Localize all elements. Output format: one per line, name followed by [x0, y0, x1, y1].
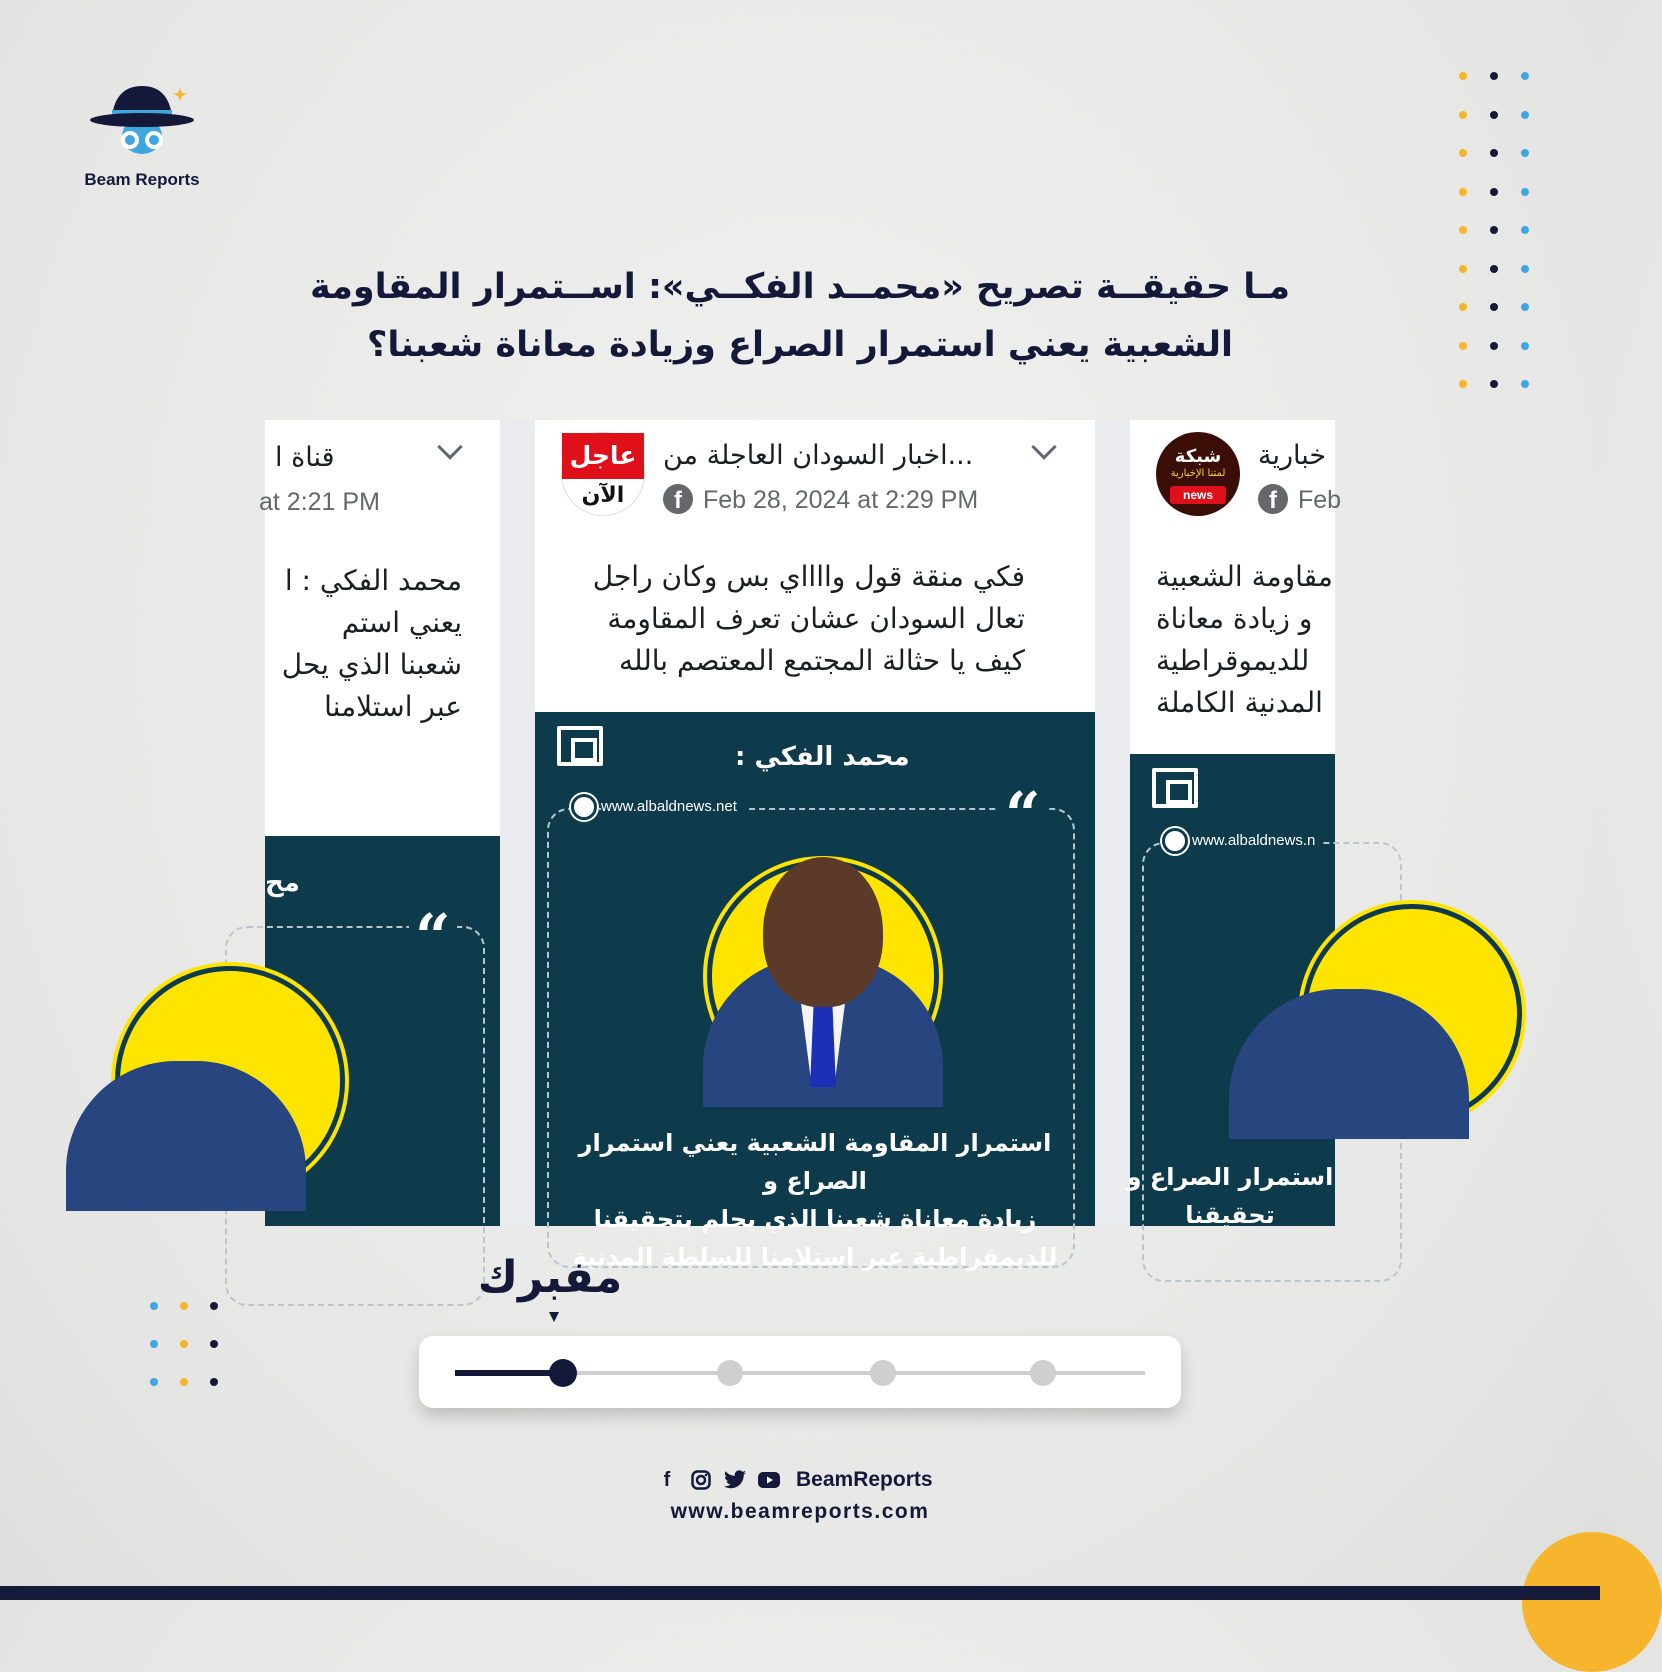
post-page-name[interactable]: ...اخبار السودان العاجلة من: [663, 440, 974, 471]
media-caption: استمرار الصراع و تحقيقنا: [1126, 1163, 1334, 1229]
post-text: فكي منقة قول وااااي بس وكان راجل تعال السودان عشان تعرف المقاومة كيف يا حثالة المجتمع المعتصم بالله: [592, 560, 1025, 677]
post-text: مقاومة الشعبية و زيادة معاناة للديموقراطية المدنية الكاملة: [1156, 560, 1333, 719]
post-media: [535, 712, 1095, 1271]
arrow-down-icon: [549, 1312, 559, 1322]
post-media: [1126, 754, 1335, 1229]
spy-hat-icon: [72, 78, 212, 170]
verdict-label: مفبرك: [477, 1252, 623, 1303]
globe-icon: [1162, 828, 1188, 854]
avatar-label-3: news: [1170, 486, 1226, 504]
title-line-2: الشعبية يعني استمرار الصراع وزيادة معاناة شعبنا؟: [367, 325, 1233, 365]
instagram-icon[interactable]: [690, 1469, 712, 1491]
speaker-portrait: [115, 966, 345, 1196]
avatar-label-2: لمتنا الإخبارية: [1170, 468, 1226, 479]
chevron-down-icon[interactable]: [437, 434, 462, 459]
media-website: www.albaldnews.net: [601, 798, 745, 815]
avatar-label-top: عاجل: [562, 433, 644, 479]
post-page-name[interactable]: خبارية: [1258, 440, 1327, 471]
page-avatar[interactable]: [561, 432, 645, 516]
speaker-portrait: [1302, 904, 1522, 1124]
post-date: at 2:21 PM: [259, 488, 380, 516]
post-page-name: قناة ا: [275, 442, 335, 473]
brand-name: Beam Reports: [84, 170, 200, 189]
post-text: محمد الفكي : ا يعني استم شعبنا الذي يحل عبر استلامنا: [281, 564, 462, 723]
globe-icon: [571, 794, 597, 820]
verdict-scale: [419, 1336, 1181, 1408]
title-line-1: مـا حقيقــة تصريح «محمــد الفكــي»: اســتمرار المقاومة: [309, 267, 1291, 307]
social-links: [656, 1467, 933, 1493]
quote-icon: “: [409, 906, 457, 968]
website-link[interactable]: www.beamreports.com: [670, 1500, 930, 1523]
post-screenshots-collage: [259, 420, 1342, 1271]
decorative-dot-grid: [150, 1302, 240, 1416]
scale-step: [717, 1360, 743, 1386]
quote-icon: “: [997, 784, 1049, 846]
chevron-down-icon[interactable]: [1031, 434, 1056, 459]
social-handle[interactable]: BeamReports: [796, 1468, 933, 1491]
facebook-post-middle: [535, 420, 1095, 1271]
media-website: www.albaldnews.n: [1192, 832, 1321, 849]
facebook-post-left: [259, 420, 500, 1226]
post-date[interactable]: Feb 28, 2024 at 2:29 PM: [703, 486, 979, 514]
bottom-bar: [0, 1586, 1600, 1600]
decorative-dot-grid: [1459, 72, 1552, 419]
facebook-post-right: [1126, 420, 1342, 1229]
media-speaker-name: مح: [265, 868, 300, 898]
avatar-label-1: شبكة: [1174, 446, 1222, 467]
media-speaker-name: محمد الفكي :: [735, 742, 910, 772]
avatar-label-bottom: الآن: [581, 483, 625, 508]
post-date[interactable]: Feb: [1298, 486, 1342, 514]
facebook-icon[interactable]: f: [663, 1468, 671, 1491]
decorative-circle: [1522, 1532, 1662, 1672]
scale-step: [1030, 1360, 1056, 1386]
post-media: [265, 836, 500, 1226]
media-brand-icon: [1152, 768, 1198, 808]
scale-track-fill: [455, 1370, 563, 1376]
media-caption: استمرار المقاومة الشعبية يعني استمرار الصراع و زيادة معاناة شعبنا الذي يحلم بتحقيقنا للديمقراطية عبر استلامنا للسلطة المدنية: [572, 1129, 1058, 1271]
facebook-icon: f: [1258, 484, 1288, 514]
scale-step: [870, 1360, 896, 1386]
youtube-icon[interactable]: [758, 1469, 780, 1491]
media-brand-icon: [557, 726, 603, 766]
twitter-icon[interactable]: [724, 1469, 746, 1491]
brand-logo: [72, 78, 212, 198]
page-title: [290, 258, 1310, 374]
scale-step: [549, 1359, 577, 1387]
facebook-icon: f: [663, 484, 693, 514]
page-avatar[interactable]: [1156, 432, 1240, 516]
speaker-portrait: [707, 860, 939, 1092]
